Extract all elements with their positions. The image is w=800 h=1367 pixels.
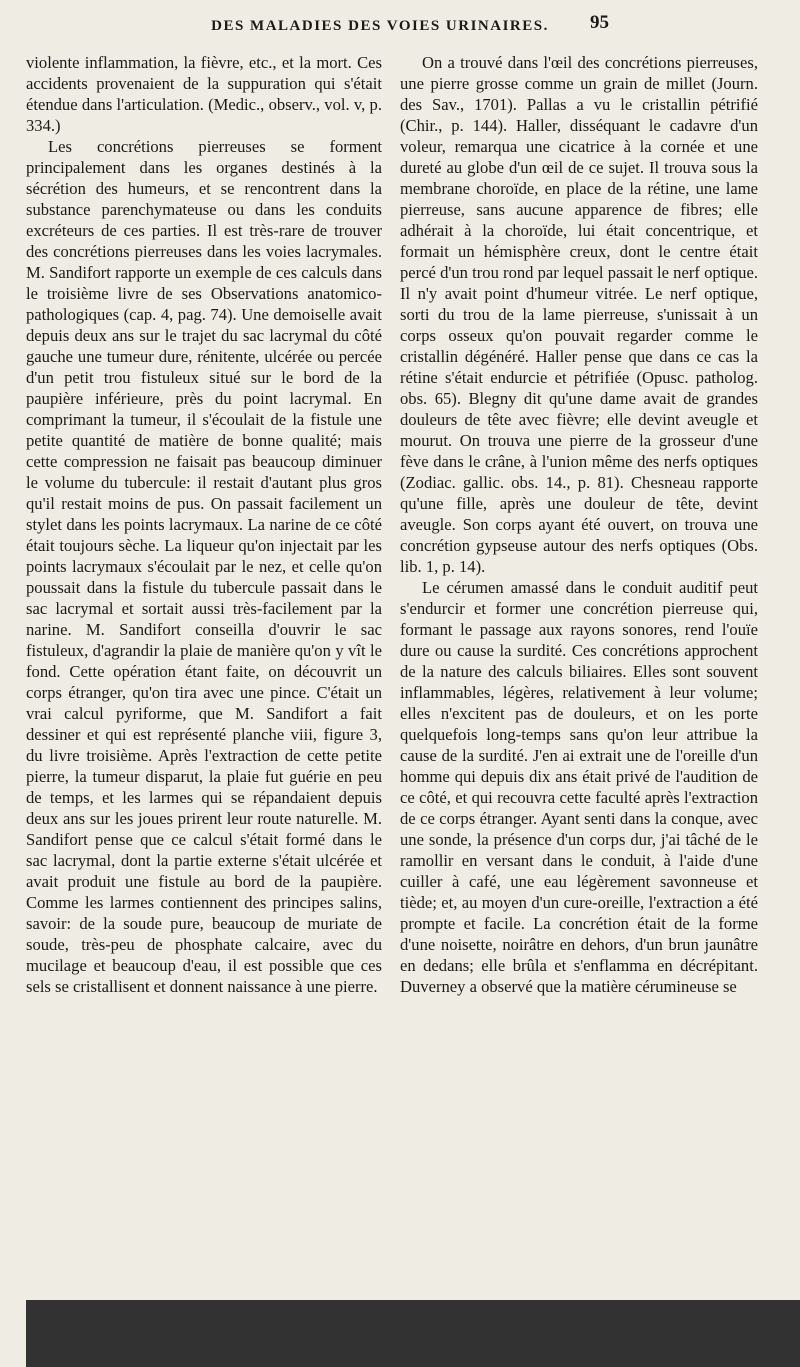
right-column (400, 52, 758, 997)
running-head: DES MALADIES DES VOIES URINAIRES. (211, 18, 549, 34)
page-number: 95 (590, 12, 609, 33)
scan-bottom-edge (26, 1300, 800, 1367)
left-paragraph-2: Les concrétions pierreuses se forment principalement dans les organes destinés à la sécrétion des humeurs, et se rencontrent dans la substance parenchymateuse ou dans les conduits excréteurs de ces parties. Il est très-rare de trouver des concrétions pierreuses dans les voies lacrymales. M. Sandifort rapporte un exemple de ces calculs dans le troisième livre de ses Observations anatomico-pathologiques (cap. 4, pag. 74). Une demoiselle avait depuis deux ans sur le trajet du sac lacrymal du côté gauche une tumeur dure, rénitente, ulcérée ou percée d'un petit trou fistuleux situé sur le bord de la paupière inférieure, près du point lacrymal. En comprimant la tumeur, il s'écoulait de la fistule une petite quantité de matière de bonne qualité; mais cette compression ne faisait pas beaucoup diminuer le volume du tubercule: il restait d'autant plus gros qu'il restait moins de pus. On passait facilement un stylet dans les points lacrymaux. La narine de ce côté était toujours sèche. La liqueur qu'on injectait par les points lacrymaux s'écoulait par le nez, et celle qu'on poussait dans la fistule du tubercule passait dans le sac lacrymal et sortait aussi très-facilement par la narine. M. Sandifort conseilla d'ouvrir le sac fistuleux, d'agrandir la plaie de manière qu'on y vît le fond. Cette opération étant faite, on découvrit un corps étranger, qu'on tira avec une pince. C'était un vrai calcul pyriforme, que M. Sandifort a fait dessiner et qui est représenté planche viii, figure 3, du livre troisième. Après l'extraction de cette petite pierre, la tumeur disparut, la plaie fut guérie en peu de temps, et les larmes qui se répandaient depuis deux ans sur les joues prirent leur route naturelle. M. Sandifort pense que ce calcul s'était formé dans le sac lacrymal, dont la partie externe s'était ulcérée et avait produit une fistule au bord de la paupière. Comme les larmes contiennent des principes salins, savoir: de la soude pure, beaucoup de muriate de soude, très-peu de phosphate calcaire, avec du mucilage et beaucoup d'eau, il est possible que ces sels se cristallisent et donnent naissance à une pierre. (26, 137, 382, 996)
left-paragraph-1: violente inflammation, la fièvre, etc., et la mort. Ces accidents provenaient de la suppuration qui s'était étendue dans l'articulation. (Medic., observ., vol. v, p. 334.) (26, 53, 382, 135)
right-paragraph-1: On a trouvé dans l'œil des concrétions pierreuses, une pierre grosse comme un grain de millet (Journ. des Sav., 1701). Pallas a vu le cristallin pétrifié (Chir., p. 144). Haller, disséquant le cadavre d'un voleur, remarqua une cicatrice à la cornée et une dureté au globe d'un œil de ce sujet. Il trouva sous la membrane choroïde, en place de la rétine, une lame pierreuse, sans aucune apparence de fibres; elle adhérait à la choroïde, lui était concentrique, et formait un hémisphère creux, dont le centre était percé d'un trou rond par lequel passait le nerf optique. Il n'y avait point d'humeur vitrée. Le nerf optique, sorti du trou de la lame pierreuse, s'unissait à un corps osseux qu'on pouvait regarder comme le cristallin dégénéré. Haller pense que dans ce cas la rétine s'était endurcie et pétrifiée (Opusc. patholog. obs. 65). Blegny dit qu'une dame avait de grandes douleurs de tête avec fièvre; elle devint aveugle et mourut. On trouva une pierre de la grosseur d'une fève dans le crâne, à l'union même des nerfs optiques (Zodiac. gallic. obs. 14., p. 81). Chesneau rapporte qu'une fille, après une douleur de tête, devint aveugle. Son corps ayant été ouvert, on trouva une concrétion gypseuse autour des nerfs optiques (Obs. lib. 1, p. 14). (400, 53, 758, 576)
left-column (26, 52, 382, 997)
right-paragraph-2: Le cérumen amassé dans le conduit auditif peut s'endurcir et former une concrétion pierreuse qui, formant le passage aux rayons sonores, rend l'ouïe dure ou cause la surdité. Ces concrétions approchent de la nature des calculs biliaires. Elles sont souvent inflammables, légères, relativement à leur volume; elles n'excitent pas de douleurs, et on les porte quelquefois long-temps sans qu'on leur attribue la cause de la surdité. J'en ai extrait une de l'oreille d'un homme qui depuis dix ans était privé de l'audition de ce côté, et qui recouvra cette faculté après l'extraction de ce corps étranger. Ayant senti dans la conque, avec une sonde, la présence d'un corps dur, j'ai tâché de le ramollir en versant dans le conduit, à l'aide d'une cuiller à café, une eau légèrement savonneuse et tiède; et, au moyen d'un cure-oreille, l'extraction a été prompte et facile. La concrétion était de la forme d'une noisette, noirâtre en dehors, d'un brun jaunâtre en dedans; elle brûla et s'enflamma en décrépitant. Duverney a observé que la matière cérumineuse se (400, 578, 758, 996)
